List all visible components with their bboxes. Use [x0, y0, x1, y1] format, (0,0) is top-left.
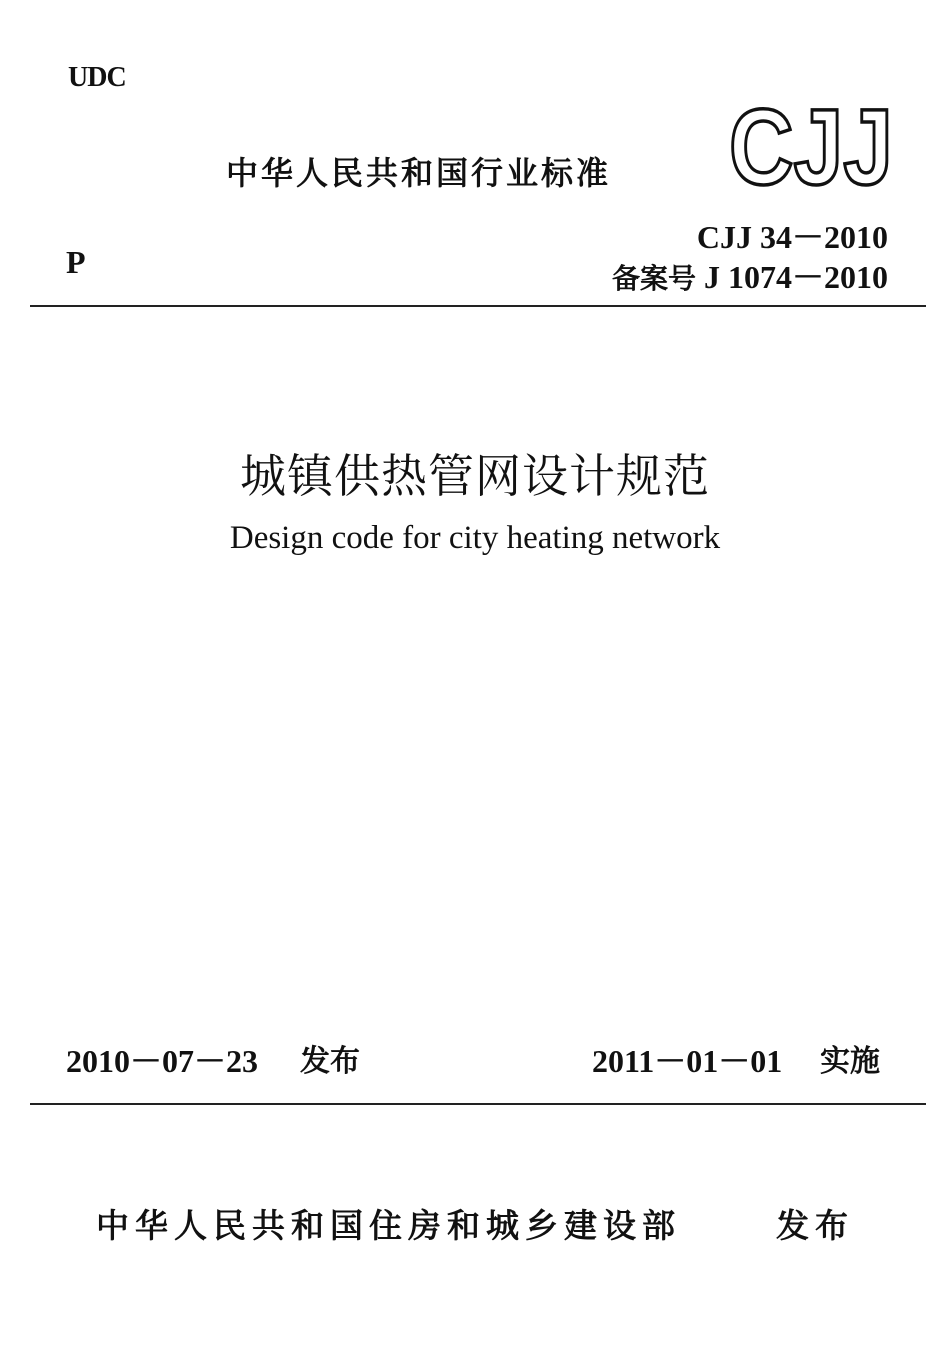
publish-date: 2010－07－23 [66, 1043, 259, 1079]
udc-label: UDC [68, 62, 126, 93]
record-label: 备案号 [611, 262, 696, 295]
record-number-line [612, 252, 888, 298]
publish-label: 发布 [300, 1044, 360, 1079]
record-number: J 1074－2010 [695, 259, 888, 295]
industry-standard-heading: 中华人民共和国行业标准 [226, 154, 612, 192]
issuing-authority: 中华人民共和国住房和城乡建设部 [96, 1206, 681, 1245]
cjj-logo-text: CJJ [729, 86, 893, 207]
implement-date: 2011－01－01 [592, 1043, 783, 1079]
chinese-title: 城镇供热管网设计规范 [240, 449, 710, 503]
standard-code: CJJ 34－2010 [696, 219, 888, 255]
english-title: Design code for city heating network [229, 520, 721, 556]
top-divider [30, 305, 926, 307]
cjj-logo-graphic [726, 86, 896, 207]
classification-code: P [66, 244, 86, 280]
implement-label: 实施 [820, 1044, 880, 1079]
cjj-logo [726, 86, 896, 207]
bottom-divider [30, 1103, 926, 1105]
issuing-label: 发布 [776, 1206, 854, 1245]
